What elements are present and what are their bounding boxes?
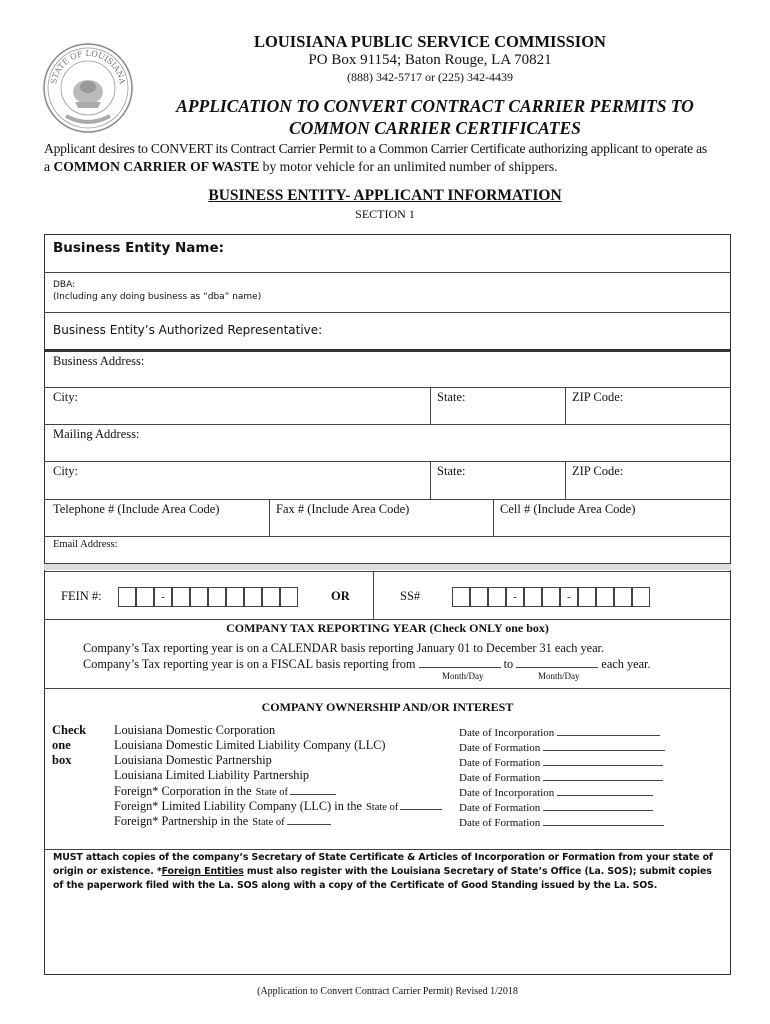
state-label-2: State: [437,464,466,478]
date-field[interactable] [459,799,653,814]
dba-input[interactable] [300,275,730,311]
date-label: Date of Incorporation [459,727,555,739]
check-word: Check [52,723,87,737]
authorized-rep-label: Business Entity’s Authorized Representative: [53,323,323,337]
ss-digit-cell[interactable] [632,587,650,607]
month-day-label-1: Month/Day [442,671,484,681]
zip-label-1: ZIP Code: [572,390,624,404]
org-name: LOUISIANA PUBLIC SERVICE COMMISSION [254,32,606,51]
fein-digit-cell[interactable] [262,587,280,607]
date-label: Date of Formation [459,802,541,814]
form-title-line2: COMMON CARRIER CERTIFICATES [289,118,581,138]
fein-label: FEIN #: [61,589,102,603]
dba-label: DBA: [53,280,76,290]
date-field[interactable] [459,814,664,829]
ss-digit-cell[interactable] [452,587,470,607]
date-field[interactable] [459,769,663,784]
pelican-seal-icon [42,42,134,134]
intro-line2 [44,159,558,175]
fein-digit-cell[interactable] [172,587,190,607]
fein-dash: - [154,587,172,607]
notice-part2: must also register with the Louisiana Secretary of State’s Office (La. SOS); submit copies of the paperwork filed with the La. SOS along with a copy of the Certificate of Good Standing issued by the La. SOS. [53,866,712,891]
ownership-entity-label: Foreign* Corporation in the [114,784,252,798]
mailing-address-input[interactable] [160,427,730,457]
ownership-entity-label: Louisiana Limited Liability Partnership [114,768,310,782]
fiscal-to-input[interactable] [516,656,598,668]
business-address-label: Business Address: [53,354,145,368]
form-title-line1: APPLICATION TO CONVERT CONTRACT CARRIER PERMITS TO [176,96,694,116]
date-input[interactable] [543,799,653,811]
foreign-entities: Foreign Entities [161,866,244,877]
check-one-box-label [52,723,86,768]
notice-text [53,851,725,893]
zip-label-2: ZIP Code: [572,464,624,478]
ss-digit-cell[interactable] [542,587,560,607]
svg-text:STATE OF LOUISIANA: STATE OF LOUISIANA [49,48,127,85]
date-field[interactable] [459,724,660,739]
date-input[interactable] [543,739,665,751]
ownership-entity-label: Louisiana Domestic Partnership [114,753,272,767]
ss-label: SS# [400,589,421,603]
fein-digit-cell[interactable] [190,587,208,607]
footer-revision: (Application to Convert Contract Carrier Permit) Revised 1/2018 [257,986,518,997]
section-title: BUSINESS ENTITY- APPLICANT INFORMATION [208,187,562,204]
ownership-entity-label: Foreign* Partnership in the [114,814,249,828]
fein-digit-cell[interactable] [226,587,244,607]
business-entity-name-label: Business Entity Name: [53,240,224,256]
date-input[interactable] [543,754,663,766]
notice-part1: MUST attach copies of the company’s Secretary of State Certificate & Articles of Incorporation or Formation from your state of origin or existence. * [53,852,713,877]
date-input[interactable] [557,784,653,796]
date-label: Date of Formation [459,772,541,784]
ss-digit-cell[interactable] [488,587,506,607]
intro-line2-rest: by motor vehicle for an unlimited number of shippers. [262,159,558,174]
state-of-label: State of [365,802,399,813]
ownership-entity-label: Foreign* Limited Liability Company (LLC) in the [114,799,362,813]
date-field[interactable] [459,784,653,799]
date-label: Date of Formation [459,742,541,754]
tax-fiscal-suffix: each year. [601,657,651,671]
ss-dash: - [506,587,524,607]
state-of-label: State of [255,787,289,798]
date-label: Date of Incorporation [459,787,555,799]
tax-fiscal [83,656,651,672]
ownership-row[interactable] [114,798,442,814]
state-of-label: State of [252,817,285,828]
date-field[interactable] [459,754,663,769]
ownership-row[interactable] [114,723,275,738]
or-label: OR [331,589,350,603]
telephone-label: Telephone # (Include Area Code) [53,502,220,516]
fiscal-from-input[interactable] [419,656,501,668]
date-input[interactable] [557,724,660,736]
intro-line2-prefix: a [44,159,51,174]
date-input[interactable] [543,814,664,826]
notes-area[interactable] [45,896,730,974]
org-phone: (888) 342-5717 or (225) 342-4439 [347,70,513,84]
month-day-label-2: Month/Day [538,671,580,681]
date-input[interactable] [543,769,663,781]
tax-fiscal-prefix: Company’s Tax reporting year is on a FISCAL basis reporting from [83,657,416,671]
fax-label: Fax # (Include Area Code) [276,502,410,516]
ss-dash: - [560,587,578,607]
ownership-row[interactable] [114,768,309,783]
ss-digit-cell[interactable] [470,587,488,607]
ownership-title: COMPANY OWNERSHIP AND/OR INTEREST [261,700,514,714]
business-address-input[interactable] [160,354,730,384]
fein-digit-cell[interactable] [244,587,262,607]
ss-digit-cell[interactable] [524,587,542,607]
date-label: Date of Formation [459,757,541,769]
city-label-1: City: [53,390,79,404]
fein-digit-cell[interactable] [118,587,136,607]
email-label: Email Address: [53,539,118,550]
dba-note: (Including any doing business as “dba” name) [53,292,262,302]
ownership-row[interactable] [114,753,272,768]
ownership-row[interactable] [114,783,336,799]
date-field[interactable] [459,739,665,754]
box-word: box [52,753,72,767]
fein-digit-cell[interactable] [208,587,226,607]
tax-fiscal-to: to [503,657,514,671]
business-entity-name-input[interactable] [45,262,730,272]
state-seal [42,42,134,134]
email-input[interactable] [130,538,730,562]
intro-line1: Applicant desires to CONVERT its Contract Carrier Permit to a Common Carrier Certificate authorizing applicant to operate as [44,141,707,156]
org-address: PO Box 91154; Baton Rouge, LA 70821 [308,52,552,68]
ss-digit-cell[interactable] [578,587,596,607]
state-label-1: State: [437,390,466,404]
ownership-entity-label: Louisiana Domestic Limited Liability Company (LLC) [114,738,386,752]
ownership-entity-label: Louisiana Domestic Corporation [114,723,276,737]
tax-title: COMPANY TAX REPORTING YEAR (Check ONLY one box) [226,621,549,635]
tax-calendar: Company’s Tax reporting year is on a CALENDAR basis reporting January 01 to December 31 each year. [83,641,605,655]
state-of-input[interactable] [400,798,442,810]
fein-digit-cell[interactable] [280,587,298,607]
section-number: SECTION 1 [355,207,415,221]
mailing-address-label: Mailing Address: [53,427,140,441]
shaded-divider [44,564,731,570]
ownership-row[interactable] [114,813,331,829]
state-of-input[interactable] [290,783,336,795]
ss-digit-cell[interactable] [596,587,614,607]
date-label: Date of Formation [459,817,541,829]
city-label-2: City: [53,464,79,478]
state-of-input[interactable] [287,813,331,825]
ownership-row[interactable] [114,738,386,753]
fein-digit-cell[interactable] [136,587,154,607]
common-carrier-of-waste: COMMON CARRIER OF WASTE [53,159,260,174]
authorized-rep-input[interactable] [320,316,730,348]
ss-digit-cell[interactable] [614,587,632,607]
one-word: one [52,738,71,752]
cell-label: Cell # (Include Area Code) [500,502,636,516]
